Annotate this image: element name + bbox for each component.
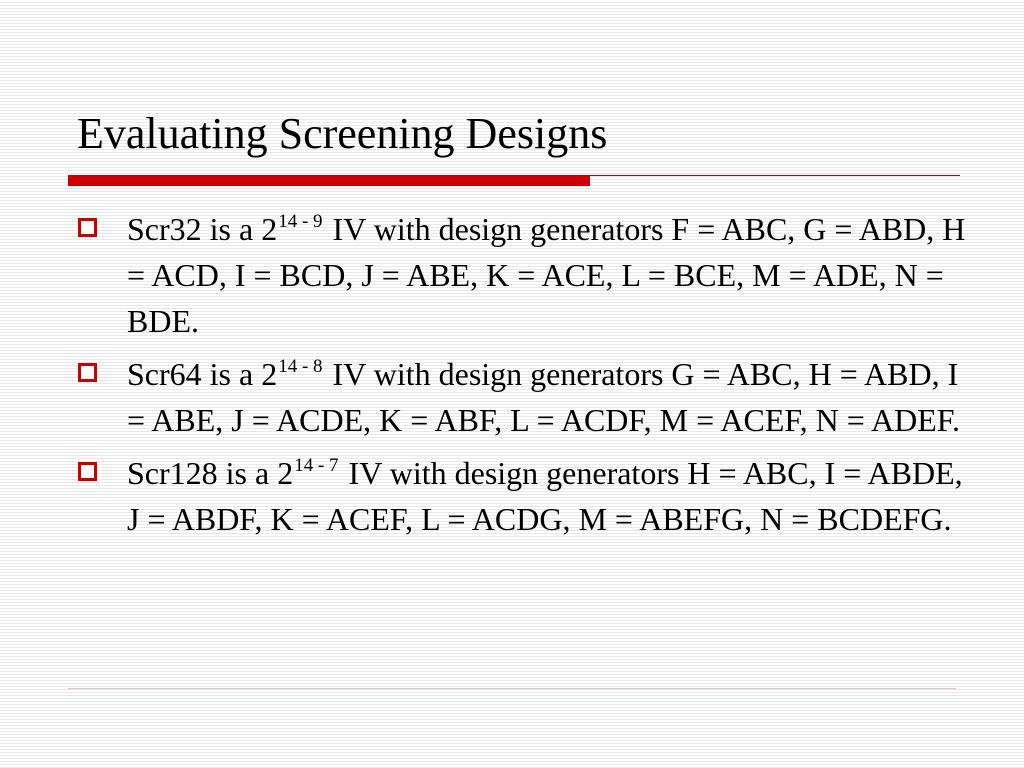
bullet-text xyxy=(127,351,967,443)
bullet-text-lead: Scr64 is a 2 xyxy=(127,356,278,392)
fraction-exponent: 14 - 7 xyxy=(294,455,339,476)
bullet-text-lead: Scr128 is a 2 xyxy=(127,455,294,491)
bullet-item-scr32 xyxy=(78,206,978,344)
fraction-exponent: 14 - 9 xyxy=(278,211,323,232)
square-bullet-icon xyxy=(78,218,97,237)
bullet-text-lead: Scr32 is a 2 xyxy=(127,211,278,247)
fraction-exponent: 14 - 8 xyxy=(278,356,323,377)
square-bullet-icon xyxy=(78,363,97,382)
bullet-item-scr128 xyxy=(78,450,978,542)
square-bullet-icon xyxy=(78,462,97,481)
bullet-text-body: IV with design generators G = ABC, H = ABD, I = ABE, J = ACDE, K = ABF, L = ACDF, M = ACEF, N = ADEF. xyxy=(127,356,960,438)
bullet-item-scr64 xyxy=(78,351,978,443)
bullet-list xyxy=(78,206,978,549)
title-underline-thick xyxy=(68,176,590,186)
footer-divider xyxy=(68,688,956,689)
bullet-text xyxy=(127,450,967,542)
bullet-text-body: IV with design generators F = ABC, G = ABD, H = ACD, I = BCD, J = ABE, K = ACE, L = BCE, M = ADE, N = BDE. xyxy=(127,211,966,339)
bullet-text-body: IV with design generators H = ABC, I = ABDE, J = ABDF, K = ACEF, L = ACDG, M = ABEFG, N = BCDEFG. xyxy=(127,455,963,537)
slide-title: Evaluating Screening Designs xyxy=(77,109,608,158)
bullet-text xyxy=(127,206,967,344)
